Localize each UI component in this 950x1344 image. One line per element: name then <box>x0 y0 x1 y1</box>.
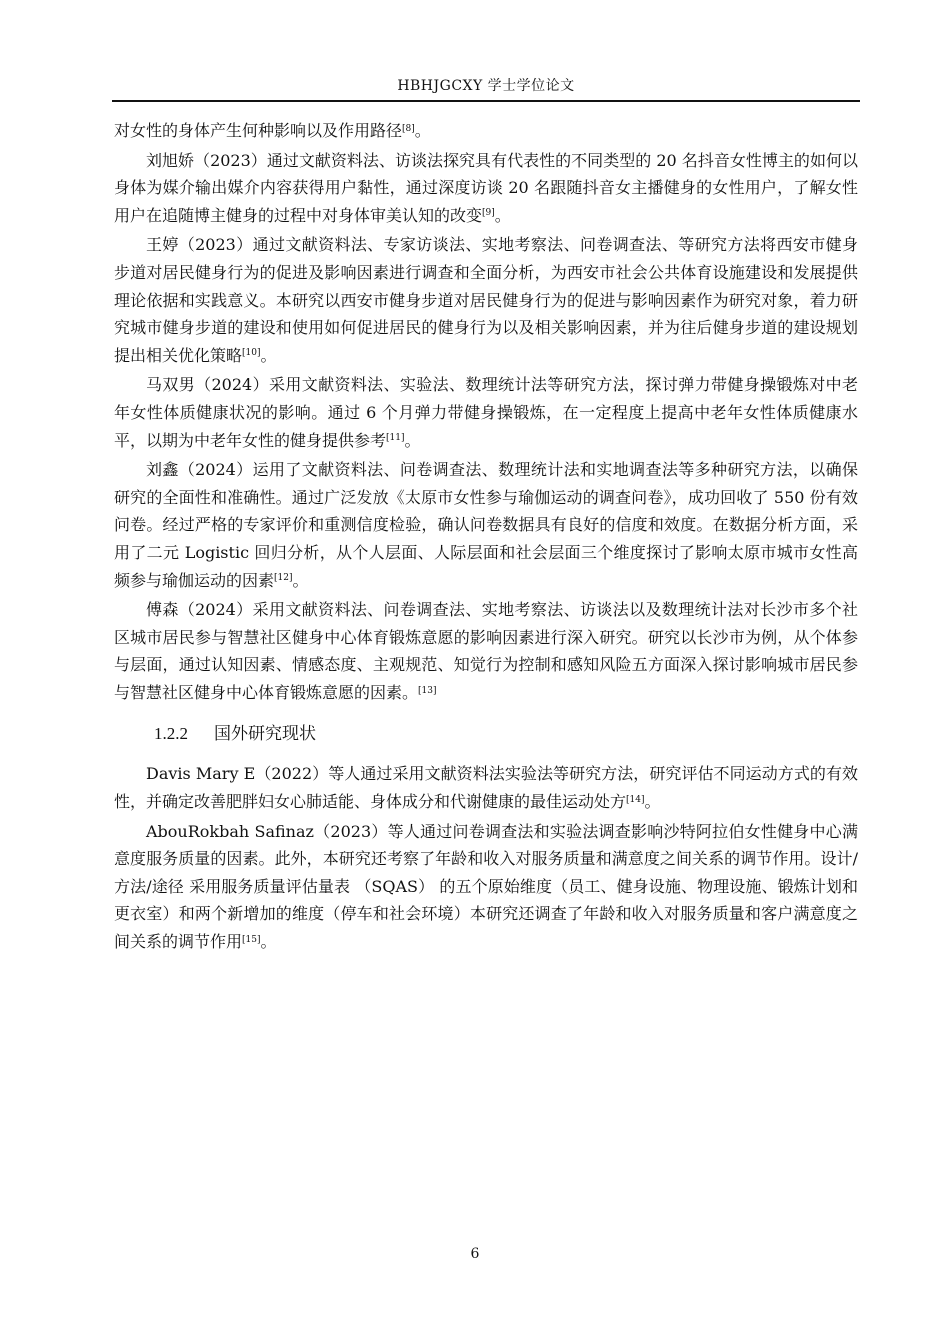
section-number: 1.2.2 <box>154 724 188 744</box>
paragraph <box>114 596 858 706</box>
paragraph-tail: 。 <box>494 205 511 225</box>
paragraph <box>114 456 858 594</box>
citation-ref: [9] <box>482 208 495 219</box>
paragraph-tail: 。 <box>292 570 309 590</box>
paragraph <box>114 231 858 369</box>
citation-ref: [14] <box>626 794 645 805</box>
citation-ref: [15] <box>242 934 261 945</box>
running-header: HBHJGCXY 学士学位论文 <box>397 78 575 94</box>
page-number: 6 <box>470 1246 480 1262</box>
paragraph <box>114 818 858 956</box>
paragraph-text: 傅森（2024）采用文献资料法、问卷调查法、实地考察法、访谈法以及数理统计法对长沙市多个社区城市居民参与智慧社区健身中心体育锻炼意愿的影响因素进行深入研究。研究以长沙市为例，从个体参与层面，通过认知因素、情感态度、主观规范、知觉行为控制和感知风险五方面深入探讨影响城市居民参与智慧社区健身中心体育锻炼意愿的因素。 <box>114 600 858 702</box>
paragraph <box>114 147 858 230</box>
citation-ref: [8] <box>402 123 415 134</box>
paragraph <box>114 371 858 454</box>
citation-ref: [11] <box>386 433 405 444</box>
paragraph-text: AbouRokbah Safinaz（2023）等人通过问卷调查法和实验法调查影响沙特阿拉伯女性健身中心满意度服务质量的因素。此外，本研究还考察了年龄和收入对服务质量和满意度之间关系的调节作用。设计/方法/途径 采用服务质量评估量表 （SQAS） 的五个原始维度（员工、健身设施、物理设施、锻炼计划和更衣室）和两个新增加的维度（停车和社会环境）本研究还调查了年龄和收入对服务质量和客户满意度之间关系的调节作用 <box>114 821 858 952</box>
paragraph-tail: 。 <box>260 345 277 365</box>
paragraph-text: 刘旭娇（2023）通过文献资料法、访谈法探究具有代表性的不同类型的 20 名抖音女性博主的如何以身体为媒介输出媒介内容获得用户黏性，通过深度访谈 20 名跟随抖音女主播健身的女性用户，了解女性用户在追随博主健身的过程中对身体审美认知的改变 <box>114 150 858 225</box>
citation-ref: [10] <box>242 348 261 359</box>
header-rule <box>112 100 860 102</box>
section-heading <box>114 722 858 746</box>
paragraph-text: 王婷（2023）通过文献资料法、专家访谈法、实地考察法、问卷调查法、等研究方法将西安市健身步道对居民健身行为的促进及影响因素进行调查和全面分析，为西安市社会公共体育设施建设和发展提供理论依据和实践意义。本研究以西安市健身步道对居民健身行为的促进与影响因素作为研究对象，着力研究城市健身步道的建设和使用如何促进居民的健身行为以及相关影响因素，并为往后健身步道的建设规划提出相关优化策略 <box>114 235 858 365</box>
paragraph-tail: 。 <box>260 932 277 952</box>
body-text <box>114 117 858 956</box>
paragraph-text: Davis Mary E（2022）等人通过采用文献资料法实验法等研究方法，研究评估不同运动方式的有效性，并确定改善肥胖妇女心肺适能、身体成分和代谢健康的最佳运动处方 <box>114 764 858 812</box>
section-title: 国外研究现状 <box>214 724 316 745</box>
paragraph-text: 马双男（2024）采用文献资料法、实验法、数理统计法等研究方法，探讨弹力带健身操锻炼对中老年女性体质健康状况的影响。通过 6 个月弹力带健身操锻炼，在一定程度上提高中老年女性体质健康水平，以期为中老年女性的健身提供参考 <box>114 375 858 450</box>
paragraph-tail: 。 <box>644 792 661 812</box>
citation-ref: [13] <box>418 685 437 696</box>
paragraph-tail: 。 <box>404 430 421 450</box>
paragraph-text: 对女性的身体产生何种影响以及作用路径 <box>114 121 403 140</box>
paragraph-continuation <box>114 117 858 145</box>
citation-ref: [12] <box>274 573 293 584</box>
paragraph-text: 刘鑫（2024）运用了文献资料法、问卷调查法、数理统计法和实地调查法等多种研究方法，以确保研究的全面性和准确性。通过广泛发放《太原市女性参与瑜伽运动的调查问卷》，成功回收了 550 份有效问卷。经过严格的专家评价和重测信度检验，确认问卷数据具有良好的信度和效度。在数据分析方面，采用了二元 Logistic 回归分析，从个人层面、人际层面和社会层面三个维度探讨了影响太原市城市女性高频参与瑜伽运动的因素 <box>114 460 858 590</box>
paragraph <box>114 760 858 815</box>
paragraph-tail: 。 <box>414 121 431 140</box>
